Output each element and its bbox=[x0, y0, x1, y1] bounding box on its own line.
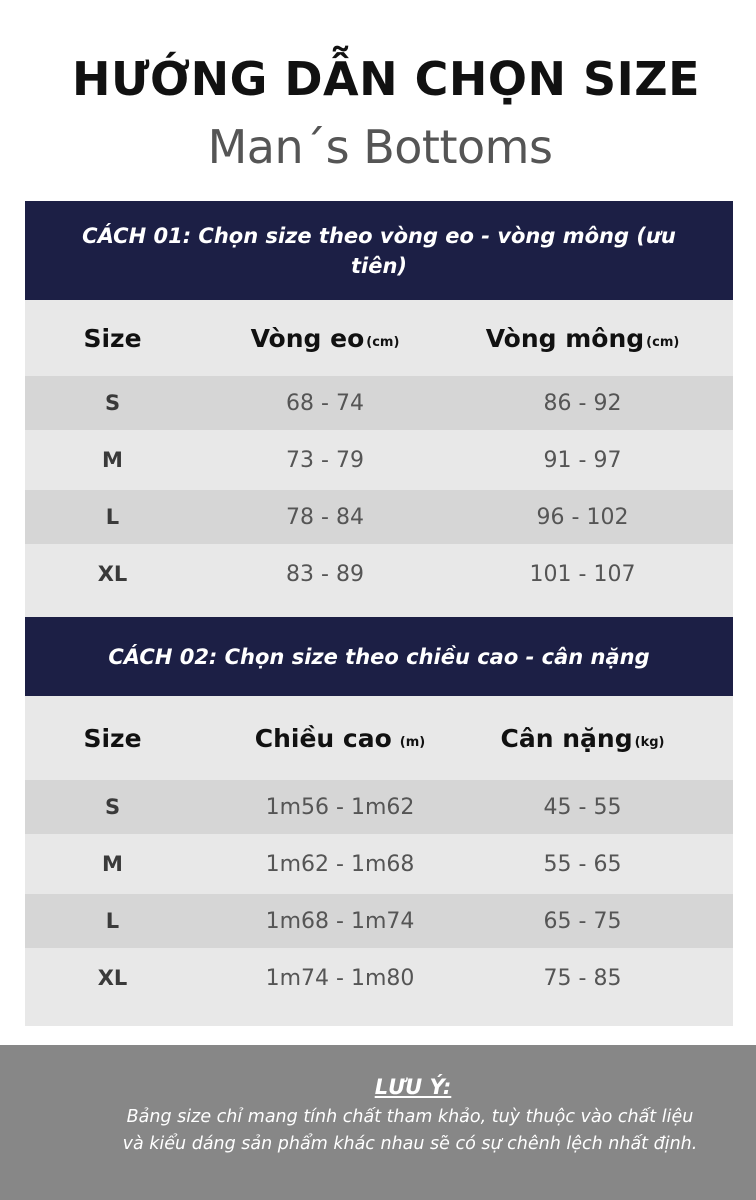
weight-cell: 55 - 65 bbox=[543, 851, 622, 877]
column-header-waist-label: Vòng eo bbox=[250, 323, 365, 353]
hip-cell: 96 - 102 bbox=[536, 504, 629, 530]
note-text-line-2: và kiểu dáng sản phẩm khác nhau sẽ có sự chênh lệch nhất định. bbox=[122, 1134, 698, 1154]
page-subtitle: Man´s Bottoms bbox=[207, 120, 553, 174]
column-header-hip-label: Vòng mông bbox=[485, 323, 645, 353]
column-header-weight bbox=[470, 696, 695, 780]
height-cell: 1m74 - 1m80 bbox=[265, 965, 415, 991]
note-panel bbox=[0, 1045, 756, 1200]
table-row bbox=[25, 430, 733, 490]
hip-cell: 86 - 92 bbox=[543, 390, 622, 416]
waist-cell: 83 - 89 bbox=[286, 561, 364, 587]
hip-cell: 101 - 107 bbox=[529, 561, 636, 587]
table-header-row bbox=[25, 300, 733, 376]
hip-cell: 91 - 97 bbox=[543, 447, 622, 473]
column-header-waist-unit: (cm) bbox=[366, 334, 400, 350]
column-header-hip bbox=[470, 300, 695, 376]
column-header-height-label: Chiều cao bbox=[254, 723, 392, 753]
method1-header: CÁCH 01: Chọn size theo vòng eo - vòng mông (ưu tiên) bbox=[25, 201, 733, 300]
waist-cell: 78 - 84 bbox=[286, 504, 364, 530]
height-cell: 1m56 - 1m62 bbox=[265, 794, 415, 820]
weight-cell: 75 - 85 bbox=[543, 965, 622, 991]
size-cell: S bbox=[104, 795, 121, 819]
height-cell: 1m62 - 1m68 bbox=[265, 851, 415, 877]
table-row bbox=[25, 834, 733, 894]
table-header-row bbox=[25, 696, 733, 780]
size-cell: L bbox=[105, 909, 120, 933]
page-title: HƯỚNG DẪN CHỌN SIZE bbox=[71, 52, 701, 106]
weight-cell: 65 - 75 bbox=[543, 908, 622, 934]
method1-table bbox=[25, 300, 733, 617]
waist-cell: 73 - 79 bbox=[286, 447, 364, 473]
waist-cell: 68 - 74 bbox=[286, 390, 364, 416]
column-header-waist bbox=[215, 300, 435, 376]
size-cell: S bbox=[104, 391, 121, 415]
size-cell: M bbox=[102, 448, 123, 472]
table-row bbox=[25, 544, 733, 604]
column-header-weight-label: Cân nặng bbox=[500, 723, 633, 753]
table-row bbox=[25, 780, 733, 834]
column-header-size: Size bbox=[83, 723, 142, 753]
method2-header: CÁCH 02: Chọn size theo chiều cao - cân nặng bbox=[25, 617, 733, 696]
size-cell: L bbox=[105, 505, 120, 529]
height-cell: 1m68 - 1m74 bbox=[265, 908, 415, 934]
note-text-line-1: Bảng size chỉ mang tính chất tham khảo, tuỳ thuộc vào chất liệu bbox=[126, 1107, 694, 1127]
column-header-hip-unit: (cm) bbox=[646, 334, 680, 350]
column-header-height-unit: (m) bbox=[399, 734, 426, 750]
column-header-weight-unit: (kg) bbox=[634, 734, 665, 750]
table-row bbox=[25, 948, 733, 1008]
size-cell: XL bbox=[97, 966, 128, 990]
table-row bbox=[25, 894, 733, 948]
size-cell: XL bbox=[97, 562, 128, 586]
size-cell: M bbox=[102, 852, 123, 876]
table-row bbox=[25, 376, 733, 430]
note-title: LƯU Ý: bbox=[374, 1075, 452, 1099]
column-header-size: Size bbox=[83, 323, 142, 353]
column-header-height bbox=[230, 696, 450, 780]
method2-table bbox=[25, 696, 733, 1026]
weight-cell: 45 - 55 bbox=[543, 794, 622, 820]
table-row bbox=[25, 490, 733, 544]
